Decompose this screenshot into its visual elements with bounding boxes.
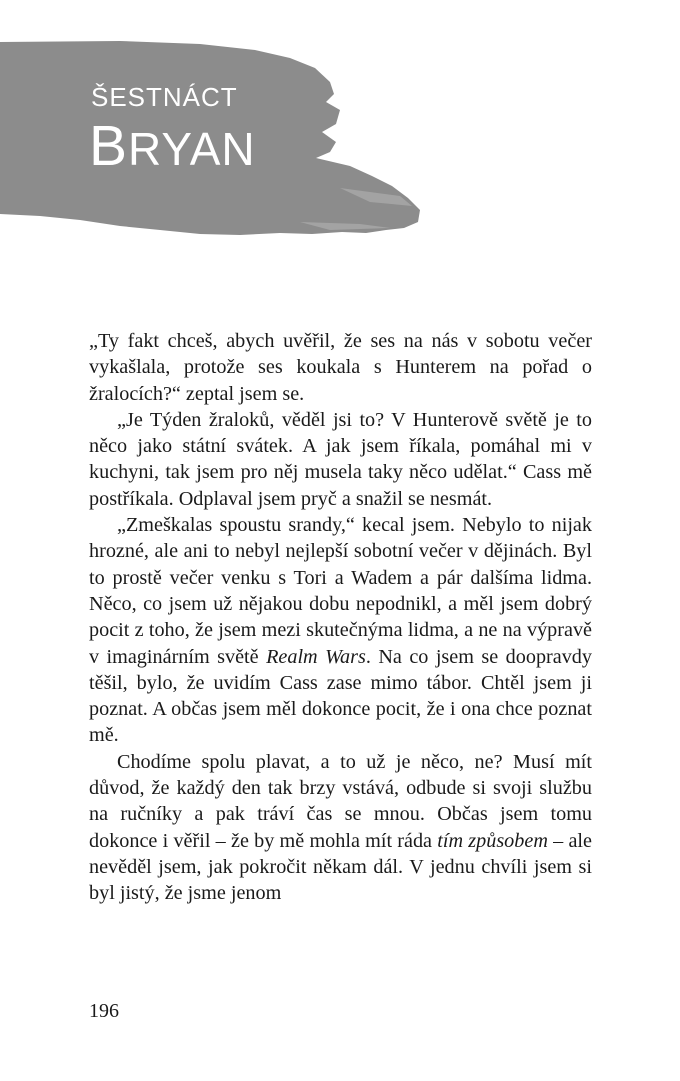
italic-title: Realm Wars [266,645,366,668]
text-segment: . Na co jsem se doopravdy těšil, bylo, že uvidím Cass zase mimo tábor. Chtěl jsem ji poznat. A občas jsem měl dokonce pocit, že i ona chce poznat mě. [89,645,592,747]
paragraph [89,407,592,512]
paragraph [89,512,592,749]
chapter-title-rest: RYAN [128,123,256,175]
paragraph [89,328,592,407]
paragraph [89,749,592,907]
chapter-label: ŠESTNÁCT [91,82,238,112]
text-segment: „Ty fakt chceš, abych uvěřil, že ses na nás v sobotu večer vykašlala, protože ses koukala s Hunterem na pořad o žralocích?“ zeptal jsem se. [89,330,592,405]
text-segment: – ale nevěděl jsem, jak pokročit někam dál. V jednu chvíli jsem si byl jistý, že jsme jenom [89,829,592,905]
italic-emphasis: tím způsobem [437,829,548,852]
page-number: 196 [89,1000,119,1022]
text-segment: „Je Týden žraloků, věděl jsi to? V Hunterově světě je to něco jako státní svátek. A jak jsem říkala, pomáhal mi v kuchyni, tak jsem pro něj musela taky něco udělat.“ Cass mě postříkala. Odplaval jsem pryč a snažil se nesmát. [89,408,592,510]
text-segment: „Zmeškalas spoustu srandy,“ kecal jsem. Nebylo to nijak hrozné, ale ani to nebyl nejlepší sobotní večer v dějinách. Byl to prostě večer venku s Tori a Wadem a pár dalšíma lidma. Něco, co jsem už nějakou dobu nepodnikl, a měl jsem dobrý pocit z toho, že jsem mezi skutečnýma lidma, a ne na výpravě v imaginárním světě [89,514,592,668]
text-segment: Chodíme spolu plavat, a to už je něco, ne? Musí mít důvod, že každý den tak brzy vstává, odbude si svoji službu na ručníky a pak tráví čas se mnou. Občas jsem tomu dokonce i věřil – že by mě mohla mít ráda [89,750,592,852]
chapter-title-initial: B [89,114,129,178]
body-text [89,328,592,907]
chapter-title [89,114,256,178]
